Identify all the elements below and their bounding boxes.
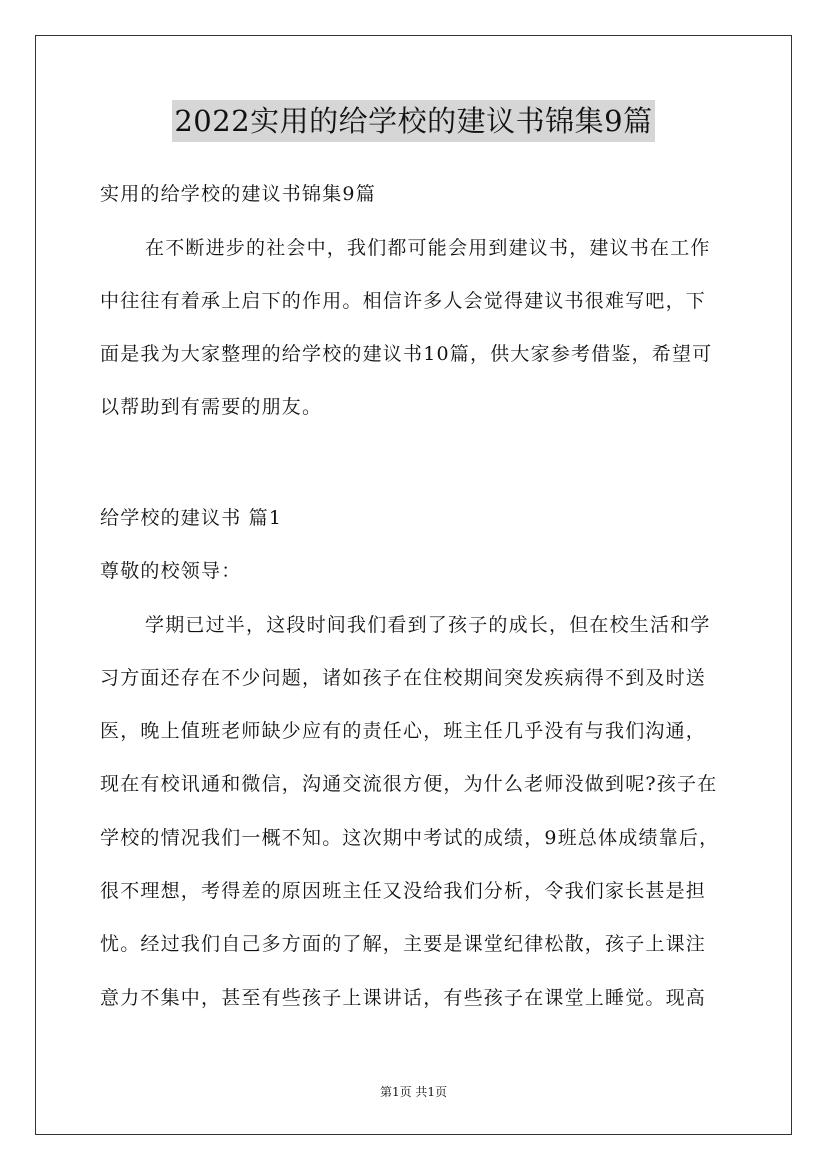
- page-footer: 第1页 共1页: [379, 1085, 448, 1099]
- body-line-3: 医，晚上值班老师缺少应有的责任心，班主任几乎没有与我们沟通，: [100, 720, 707, 742]
- body-line-5: 学校的情况我们一概不知。这次期中考试的成绩，9班总体成绩靠后，: [100, 827, 720, 849]
- body-line-4: 现在有校讯通和微信，沟通交流很方便，为什么老师没做到呢?孩子在: [100, 773, 718, 795]
- intro-line-2: 中往往有着承上启下的作用。相信许多人会觉得建议书很难写吧，下: [100, 290, 707, 312]
- intro-line-1: 在不断进步的社会中，我们都可能会用到建议书，建议书在工作: [145, 237, 711, 259]
- body-line-1: 学期已过半，这段时间我们看到了孩子的成长，但在校生活和学: [145, 614, 711, 636]
- body-line-6: 很不理想，考得差的原因班主任又没给我们分析，令我们家长甚是担: [100, 880, 707, 902]
- title-wrap: [0, 100, 827, 142]
- intro-line-4: 以帮助到有需要的朋友。: [100, 396, 323, 418]
- section-heading: 给学校的建议书 篇1: [100, 507, 283, 529]
- document-title: 2022实用的给学校的建议书锦集9篇: [172, 100, 654, 142]
- body-line-7: 忧。经过我们自己多方面的了解，主要是课堂纪律松散，孩子上课注: [100, 933, 707, 955]
- salutation: 尊敬的校领导：: [100, 560, 242, 582]
- intro-line-3: 面是我为大家整理的给学校的建议书10篇，供大家参考借鉴，希望可: [100, 343, 713, 365]
- document-subtitle: 实用的给学校的建议书锦集9篇: [100, 183, 376, 205]
- body-line-2: 习方面还存在不少问题，诸如孩子在住校期间突发疾病得不到及时送: [100, 667, 707, 689]
- body-line-8: 意力不集中，甚至有些孩子上课讲话，有些孩子在课堂上睡觉。现高: [100, 987, 707, 1009]
